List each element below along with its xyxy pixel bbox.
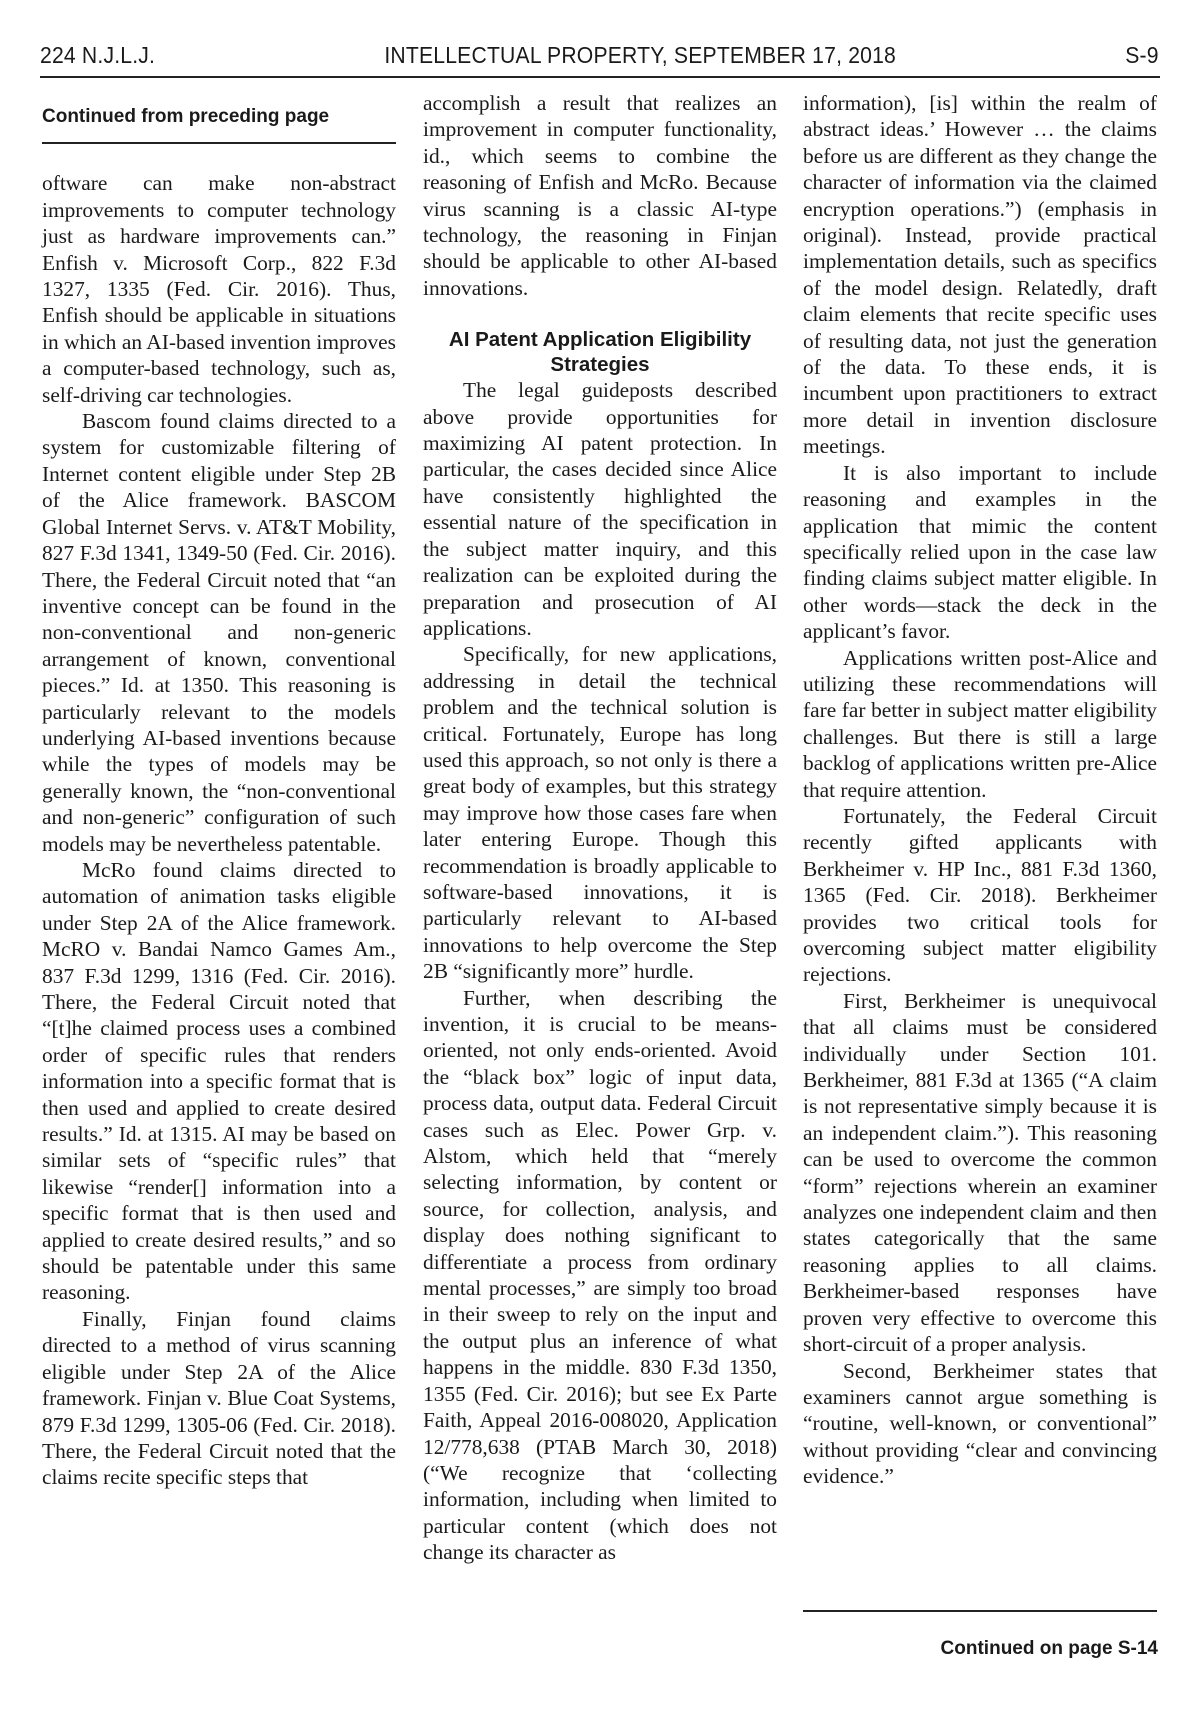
paragraph: Applications written post-Alice and utilizing these recommendations will fare far better in subject matter eligibility challenges. But there is still a large backlog of applications written pre-Alice that require attention. (803, 645, 1157, 802)
column-3 (803, 90, 1157, 1490)
paragraph: First, Berkheimer is unequivocal that all claims must be considered individually under Section 101. Berkheimer, 881 F.3d at 1365 (“A claim is not representative simply because it is an independent claim.”). This reasoning can be used to overcome the common “form” rejections wherein an examiner analyzes one independent claim and then states categorically that the same reasoning applies to all claims. Berkheimer-based responses have proven very effective to overcome this short-circuit of a proper analysis. (803, 988, 1157, 1357)
header-section-date: INTELLECTUAL PROPERTY, SEPTEMBER 17, 2018 (384, 42, 897, 68)
paragraph: Second, Berkheimer states that examiners cannot argue something is “routine, well-known, or conventional” without providing “clear and convincing evidence.” (803, 1358, 1157, 1489)
section-heading: AI Patent Application Eligibility Strategies (448, 328, 752, 377)
continued-from-label: Continued from preceding page (42, 104, 396, 144)
header-page-number: S-9 (1125, 42, 1159, 68)
paragraph: accomplish a result that realizes an improvement in computer functionality, id., which seems to combine the reasoning of Enfish and McRo. Because virus scanning is a classic AI-type technology, the reasoning in Finjan should be applicable to other AI-based innovations. (423, 91, 777, 300)
paragraph: Specifically, for new applications, addressing in detail the technical problem and the technical solution is critical. Fortunately, Europe has long used this approach, so not only is there a great body of examples, but this strategy may improve how those cases fare when later entering Europe. Though this recommendation is broadly applicable to software-based innovations, it is particularly relevant to AI-based innovations to help overcome the Step 2B “significantly more” hurdle. (423, 642, 777, 984)
continued-rule (803, 1610, 1157, 1612)
column-1 (42, 90, 396, 1491)
paragraph: oftware can make non-abstract improvements to computer technology just as hardware improvements can.” Enfish v. Microsoft Corp., 822 F.3d 1327, 1335 (Fed. Cir. 2016). Thus, Enfish should be applicable in situations in which an AI-based invention improves a computer-based technology, such as, self-driving car technologies. (42, 171, 396, 407)
paragraph: information), [is] within the realm of abstract ideas.’ However … the claims before us are different as they change the character of information via the claimed encryption operations.”) (emphasis in original). Instead, provide practical implementation details, such as specifics of the model design. Relatedly, draft claim elements that recite specific uses of resulting data, not just the generation of the data. To these ends, it is incumbent upon practitioners to extract more detail in invention disclosure meetings. (803, 91, 1157, 459)
paragraph: Bascom found claims directed to a system for customizable filtering of Internet content eligible under Step 2B of the Alice framework. BASCOM Global Internet Servs. v. AT&T Mobility, 827 F.3d 1341, 1349-50 (Fed. Cir. 2016). There, the Federal Circuit noted that “an inventive concept can be found in the non-conventional and non-generic arrangement of known, conventional pieces.” Id. at 1350. This reasoning is particularly relevant to the models underlying AI-based inventions because while the types of models may be generally known, the “non-conventional and non-generic” configuration of such models may be nevertheless patentable. (42, 409, 396, 856)
continued-on-label: Continued on page S-14 (940, 1638, 1158, 1659)
column-2 (423, 90, 777, 1566)
page-header (40, 42, 1159, 78)
paragraph: Further, when describing the invention, it is crucial to be means-oriented, not only ends-oriented. Avoid the “black box” logic of input data, process data, output data. Federal Circuit cases such as Elec. Power Grp. v. Alstom, which held that “merely selecting information, by content or source, for collection, analysis, and display does nothing significant to differentiate a process from ordinary mental processes,” are simply too broad in their sweep to rely on the input and the output plus an inference of what happens in the middle. 830 F.3d 1350, 1355 (Fed. Cir. 2016); but see Ex Parte Faith, Appeal 2016-008020, Application 12/778,638 (PTAB March 30, 2018) (“We recognize that ‘collecting information, including when limited to particular content (which does not change its character as (423, 985, 777, 1565)
paragraph: Finally, Finjan found claims directed to a method of virus scanning eligible under Step 2A of the Alice framework. Finjan v. Blue Coat Systems, 879 F.3d 1299, 1305-06 (Fed. Cir. 2018). There, the Federal Circuit noted that the claims recite specific steps that (42, 1306, 396, 1490)
paragraph: The legal guideposts described above provide opportunities for maximizing AI patent protection. In particular, the cases decided since Alice have consistently highlighted the essential nature of the specification in the subject matter inquiry, and this realization can be exploited during the preparation and prosecution of AI applications. (423, 378, 777, 640)
header-rule (40, 76, 1160, 78)
paragraph: It is also important to include reasoning and examples in the application that mimic the content specifically relied upon in the case law finding claims subject matter eligible. In other words—stack the deck in the applicant’s favor. (803, 460, 1157, 644)
paragraph: McRo found claims directed to automation of animation tasks eligible under Step 2A of the Alice framework. McRO v. Bandai Namco Games Am., 837 F.3d 1299, 1316 (Fed. Cir. 2016). There, the Federal Circuit noted that “[t]he claimed process uses a combined order of specific rules that renders information into a specific format that is then used and applied to create desired results.” Id. at 1315. AI may be based on similar sets of “specific rules” that likewise “render[] information into a specific format that is then used and applied to create desired results,” and so should be patentable under this same reasoning. (42, 857, 396, 1305)
paragraph: Fortunately, the Federal Circuit recently gifted applicants with Berkheimer v. HP Inc., 881 F.3d 1360, 1365 (Fed. Cir. 2018). Berkheimer provides two critical tools for overcoming subject matter eligibility rejections. (803, 803, 1157, 987)
header-publication: 224 N.J.L.J. (40, 42, 156, 68)
